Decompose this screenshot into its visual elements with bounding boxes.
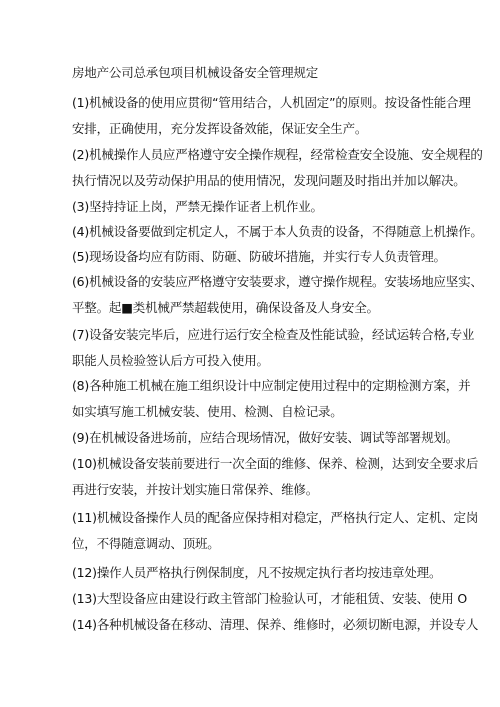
- clause-line: (2)机械操作人员应严格遵守安全操作规程，经常检查安全设施、安全规程的: [72, 147, 483, 162]
- clause-line: (3)坚持持证上岗，严禁无操作证者上机作业。: [72, 199, 323, 214]
- clause-5: [72, 244, 446, 270]
- clause-line: 如实填写施工机械安装、使用、检测、自检记录。: [72, 404, 343, 419]
- clause-line: (12)操作人员严格执行例保制度，凡不按规定执行者均按违章处理。: [72, 565, 442, 580]
- clause-line: (11)机械设备操作人员的配备应保持相对稳定，严格执行定人、定机、定岗: [72, 510, 479, 525]
- clause-line: 安排，正确使用，充分发挥设备效能，保证安全生产。: [72, 121, 368, 136]
- clause-9: [72, 425, 459, 451]
- clause-10: [72, 451, 479, 503]
- clause-14: [72, 612, 479, 638]
- clause-line: 平整。起■类机械严禁超载使用，确保设备及人身安全。: [72, 300, 379, 315]
- document-title: 房地产公司总承包项目机械设备安全管理规定: [72, 65, 319, 80]
- clause-6: [72, 269, 483, 321]
- clause-2: [72, 142, 483, 194]
- clause-3: [72, 194, 442, 220]
- clause-4: [72, 219, 483, 245]
- clause-line: 职能人员检验签认后方可投入使用。: [72, 353, 269, 368]
- clause-line: (6)机械设备的安装应严格遵守安装要求，遵守操作规程。安装场地应坚实、: [72, 274, 483, 289]
- clause-line: 执行情况以及劳动保护用品的使用情况，发现问题及时指出并加以解决。: [72, 173, 466, 188]
- clause-line: (9)在机械设备进场前，应结合现场情况，做好安装、调试等部署规划。: [72, 430, 459, 445]
- clause-line: (8)各种施工机械在施工组织设计中应制定使用过程中的定期检测方案，并: [72, 378, 471, 393]
- clause-line: (14)各种机械设备在移动、清理、保养、维修时，必须切断电源，并设专人: [72, 617, 479, 632]
- clause-7: [72, 322, 475, 374]
- clause-line: 再进行安装，并按计划实施日常保养、维修。: [72, 482, 319, 497]
- clause-line: (1)机械设备的使用应贯彻“管用结合，人机固定”的原则。按设备性能合理: [72, 95, 471, 110]
- clause-13: [72, 586, 467, 612]
- clause-line: (4)机械设备要做到定机定人，不属于本人负责的设备，不得随意上机操作。: [72, 224, 483, 239]
- clause-8: [72, 373, 471, 425]
- clause-12: [72, 560, 442, 586]
- clause-line: (13)大型设备应由建设行政主管部门检验认可，才能租赁、安装、使用 O: [72, 591, 467, 606]
- clause-line: 位，不得随意调动、顶班。: [72, 536, 220, 551]
- clause-11: [72, 505, 479, 557]
- clause-line: (5)现场设备均应有防雨、防砸、防破坏措施，并实行专人负责管理。: [72, 249, 446, 264]
- clause-1: [72, 90, 471, 142]
- clause-line: (10)机械设备安装前要进行一次全面的维修、保养、检测，达到安全要求后: [72, 456, 479, 471]
- clause-line: (7)设备安装完毕后，应进行运行安全检查及性能试验，经试运转合格,专业: [72, 327, 475, 342]
